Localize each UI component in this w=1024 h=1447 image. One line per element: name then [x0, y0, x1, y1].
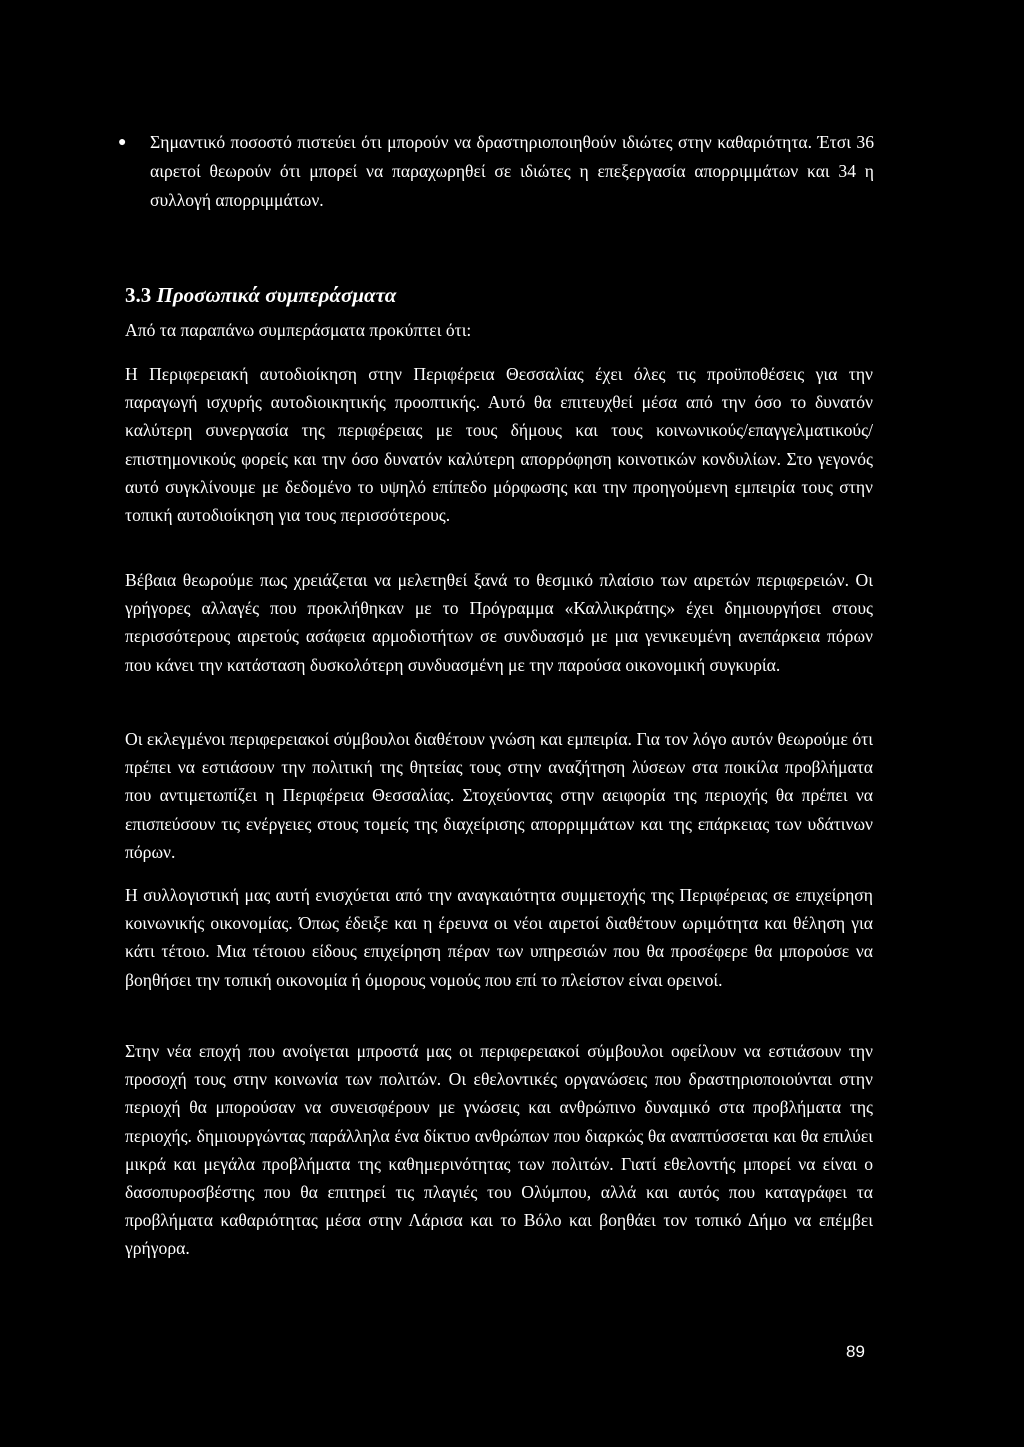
section-intro: Από τα παραπάνω συμπεράσματα προκύπτει ότι:: [125, 320, 472, 340]
section-number: 3.3: [125, 283, 152, 307]
paragraph-4: Η συλλογιστική μας αυτή ενισχύεται από την αναγκαιότητα συμμετοχής της Περιφέρειας σε επιχείρηση κοινωνικής οικονομίας. Όπως έδειξε και η έρευνα οι νέοι αιρετοί διαθέτουν ωριμότητα και θέληση για κάτι τέτοιο. Μια τέτοιου είδους επιχείρηση πέραν των υπηρεσιών που θα προσέφερε θα μπορούσε να βοηθήσει την τοπική οικονομία ή όμορους νομούς που επί το πλείστον είναι ορεινοί.: [125, 885, 873, 990]
bullet-list-item: [118, 128, 874, 215]
paragraph-3: Οι εκλεγμένοι περιφερειακοί σύμβουλοι διαθέτουν γνώση και εμπειρία. Για τον λόγο αυτόν θεωρούμε ότι πρέπει να εστιάσουν την πολιτική της θητείας τους στην αναζήτηση λύσεων στα ποικίλα προβλήματα που αντιμετωπίζει η Περιφέρεια Θεσσαλίας. Στοχεύοντας στην αειφορία της περιοχής θα πρέπει να επισπεύσουν τις ενέργειες στους τομείς της διαχείρισης απορριμμάτων και της επάρκειας των υδάτινων πόρων.: [125, 729, 873, 862]
paragraph-2: Βέβαια θεωρούμε πως χρειάζεται να μελετηθεί ξανά το θεσμικό πλαίσιο των αιρετών περιφερειών. Οι γρήγορες αλλαγές που προκλήθηκαν με το Πρόγραμμα «Καλλικράτης» έχει δημιουργήσει στους περισσότερους αιρετούς ασάφεια αρμοδιοτήτων σε συνδυασμό με μια γενικευμένη ανεπάρκεια πόρων που κάνει την κατάσταση δυσκολότερη συνδυασμένη με την παρούσα οικονομική συγκυρία.: [125, 570, 873, 675]
section-heading: [125, 280, 396, 310]
page-number: 89: [846, 1342, 865, 1361]
section-title: Προσωπικά συμπεράσματα: [156, 283, 397, 307]
paragraph-5: Στην νέα εποχή που ανοίγεται μπροστά μας οι περιφερειακοί σύμβουλοι οφείλουν να εστιάσουν την προσοχή τους στην κοινωνία των πολιτών. Οι εθελοντικές οργανώσεις που δραστηριοποιούνται στην περιοχή θα μπορούσαν να συνεισφέρουν με γνώσεις και ανθρώπινο δυναμικό στα προβλήματα της περιοχής. δημιουργώντας παράλληλα ένα δίκτυο ανθρώπων που διαρκώς θα αναπτύσσεται και θα επιλύει μικρά και μεγάλα προβλήματα της καθημερινότητας των πολιτών. Γιατί εθελοντής μπορεί να είναι ο δασοπυροσβέστης που θα επιτηρεί τις πλαγιές του Ολύμπου, αλλά και αυτός που καταγράφει τα προβλήματα καθαριότητας μέσα στην Λάρισα και το Βόλο και βοηθάει τον τοπικό Δήμο να επέμβει γρήγορα.: [125, 1041, 873, 1259]
bullet-text: Σημαντικό ποσοστό πιστεύει ότι μπορούν να δραστηριοποιηθούν ιδιώτες στην καθαριότητα. Έτσι 36 αιρετοί θεωρούν ότι μπορεί να παραχωρηθεί σε ιδιώτες η επεξεργασία απορριμμάτων και 34 η συλλογή απορριμμάτων.: [150, 132, 874, 210]
paragraph-1: Η Περιφερειακή αυτοδιοίκηση στην Περιφέρεια Θεσσαλίας έχει όλες τις προϋποθέσεις για την παραγωγή ισχυρής αυτοδιοικητικής προοπτικής. Αυτό θα επιτευχθεί μέσα από την όσο το δυνατόν καλύτερη συνεργασία της περιφέρειας με τους δήμους και τους κοινωνικούς/επαγγελματικούς/επιστημονικούς φορείς και την όσο δυνατόν καλύτερη απορρόφηση κοινοτικών κονδυλίων. Στο γεγονός αυτό συγκλίνουμε με δεδομένο το υψηλό επίπεδο μόρφωσης και την προηγούμενη εμπειρία τους στην τοπική αυτοδιοίκηση για τους περισσότερους.: [125, 364, 873, 526]
bullet-dot-icon: ●: [118, 135, 127, 150]
